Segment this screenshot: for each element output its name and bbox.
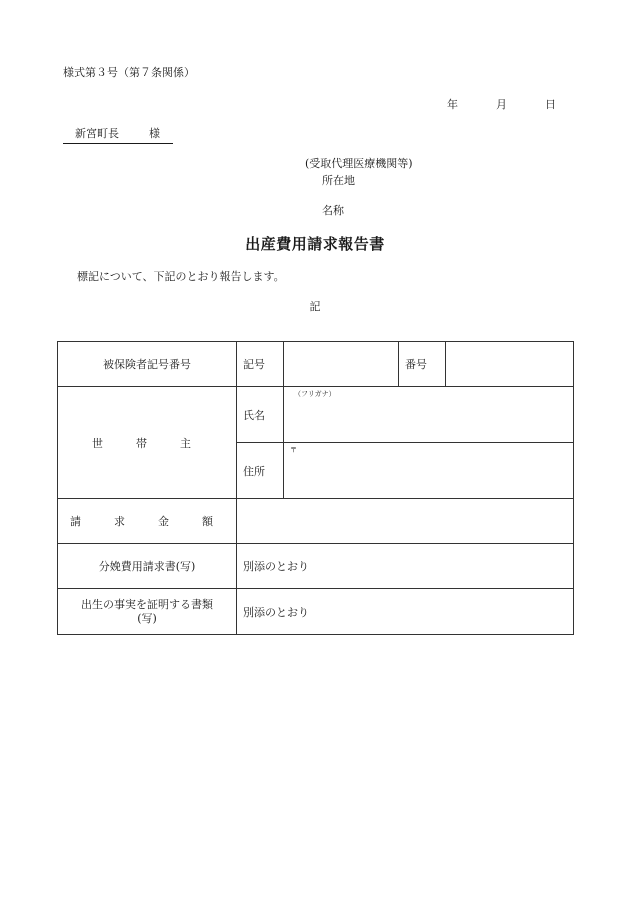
claim-amount-field[interactable] — [237, 499, 574, 544]
name-label: 氏名 — [237, 387, 284, 443]
name-field[interactable] — [284, 387, 574, 443]
address-field[interactable] — [284, 443, 574, 499]
household-head-text: 世 帯 主 — [92, 436, 202, 450]
table-row-insured-number — [58, 342, 574, 387]
birth-proof-label — [58, 589, 237, 635]
furigana-label: （フリガナ） — [294, 390, 336, 398]
intro-text: 標記について、下記のとおり報告します。 — [77, 270, 285, 283]
date-day-label: 日 — [545, 98, 556, 111]
table-row-birth-proof — [58, 589, 574, 635]
postal-mark: 〒 — [290, 446, 297, 454]
table-row-household-name — [58, 387, 574, 443]
birth-proof-label-line1: 出生の事実を証明する書類 — [81, 597, 213, 611]
symbol-field[interactable] — [284, 342, 399, 387]
delivery-invoice-value: 別添のとおり — [237, 544, 574, 589]
applicant-address-label: 所在地 — [322, 174, 355, 187]
addressee-salutation: 様 — [149, 127, 160, 140]
table-row-claim-amount — [58, 499, 574, 544]
date-month-label: 月 — [496, 98, 507, 111]
applicant-org-label: (受取代理医療機関等) — [305, 157, 413, 170]
report-table — [57, 341, 574, 635]
household-head-label — [58, 387, 237, 499]
insured-number-label: 被保険者記号番号 — [58, 342, 237, 387]
addressee-name: 新宮町長 — [75, 127, 119, 140]
birth-proof-label-line2: (写) — [137, 611, 157, 625]
ki-heading: 記 — [309, 300, 321, 313]
table-row-delivery-invoice — [58, 544, 574, 589]
addressee — [63, 125, 173, 144]
birth-proof-value: 別添のとおり — [237, 589, 574, 635]
claim-amount-text: 請 求 金 額 — [70, 515, 224, 528]
delivery-invoice-label: 分娩費用請求書(写) — [58, 544, 237, 589]
date-year-label: 年 — [447, 98, 458, 111]
form-number: 様式第３号（第７条関係） — [63, 66, 195, 79]
symbol-label: 記号 — [237, 342, 284, 387]
number-label: 番号 — [399, 342, 446, 387]
claim-amount-label — [58, 499, 237, 544]
number-field[interactable] — [446, 342, 574, 387]
page-title: 出産費用請求報告書 — [245, 235, 385, 253]
applicant-name-label: 名称 — [322, 204, 344, 217]
address-label: 住所 — [237, 443, 284, 499]
